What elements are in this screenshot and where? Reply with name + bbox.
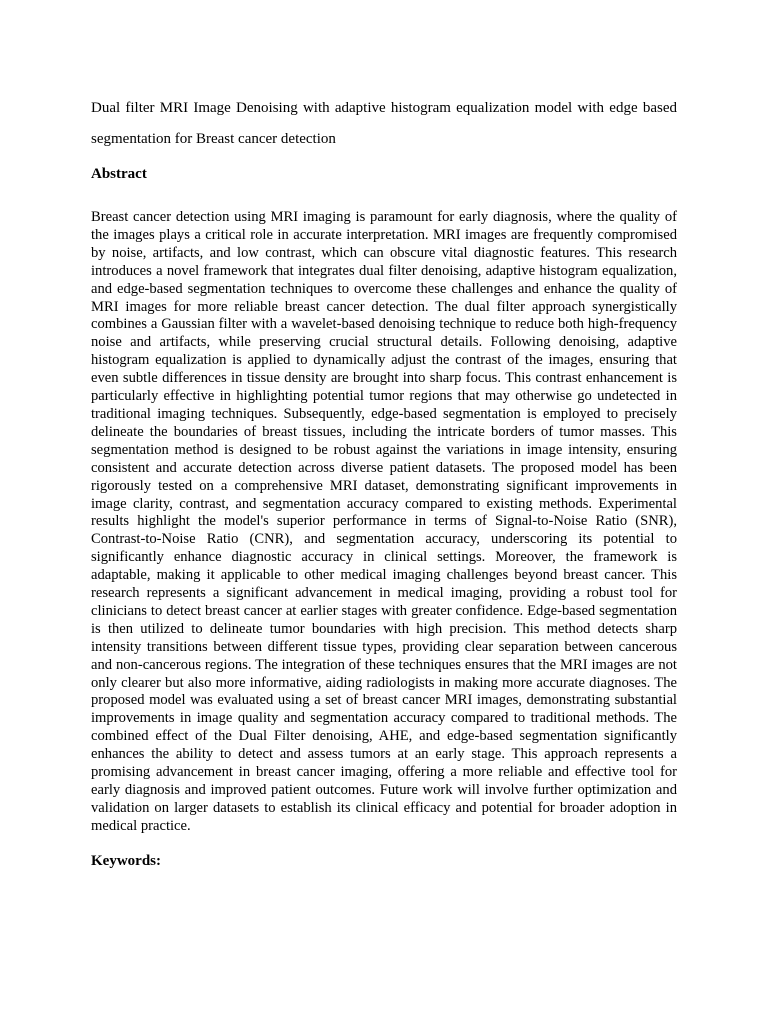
paper-title: Dual filter MRI Image Denoising with adaptive histogram equalization model with edge based segmentation for Breast cancer detection	[91, 100, 677, 147]
keywords-heading: Keywords:	[91, 853, 161, 869]
abstract-heading: Abstract	[91, 166, 147, 182]
abstract-text: Breast cancer detection using MRI imaging is paramount for early diagnosis, where the quality of the images plays a critical role in accurate interpretation. MRI images are frequently compromised by noise, artifacts, and low contrast, which can obscure vital diagnostic features. This research introduces a novel framework that integrates dual filter denoising, adaptive histogram equalization, and edge-based segmentation techniques to overcome these challenges and enhance the quality of MRI images for more reliable breast cancer detection. The dual filter approach synergistically combines a Gaussian filter with a wavelet-based denoising technique to reduce both high-frequency noise and artifacts, while preserving crucial structural details. Following denoising, adaptive histogram equalization is applied to dynamically adjust the contrast of the images, ensuring that even subtle differences in tissue density are brought into sharp focus. This contrast enhancement is particularly effective in highlighting potential tumor regions that may otherwise go undetected in traditional imaging techniques. Subsequently, edge-based segmentation is employed to precisely delineate the boundaries of breast tissues, including the intricate borders of tumor masses. This segmentation method is designed to be robust against the variations in image intensity, ensuring consistent and accurate detection across diverse patient datasets. The proposed model has been rigorously tested on a comprehensive MRI dataset, demonstrating significant improvements in image clarity, contrast, and segmentation accuracy compared to existing methods. Experimental results highlight the model's superior performance in terms of Signal-to-Noise Ratio (SNR), Contrast-to-Noise Ratio (CNR), and segmentation accuracy, underscoring its potential to significantly enhance diagnostic accuracy in clinical settings. Moreover, the framework is adaptable, making it applicable to other medical imaging challenges beyond breast cancer. This research represents a significant advancement in medical imaging, providing a robust tool for clinicians to detect breast cancer at earlier stages with greater confidence. Edge-based segmentation is then utilized to delineate tumor boundaries with high precision. This method detects sharp intensity transitions between different tissue types, providing clear separation between cancerous and non-cancerous regions. The integration of these techniques ensures that the MRI images are not only clearer but also more informative, aiding radiologists in making more accurate diagnoses. The proposed model was evaluated using a set of breast cancer MRI images, demonstrating substantial improvements in image quality and segmentation accuracy compared to traditional methods. The combined effect of the Dual Filter denoising, AHE, and edge-based segmentation significantly enhances the ability to detect and assess tumors at an early stage. This approach represents a promising advancement in breast cancer imaging, offering a more reliable and effective tool for early diagnosis and improved patient outcomes. Future work will involve further optimization and validation on larger datasets to establish its clinical efficacy and potential for broader adoption in medical practice.	[91, 209, 677, 834]
